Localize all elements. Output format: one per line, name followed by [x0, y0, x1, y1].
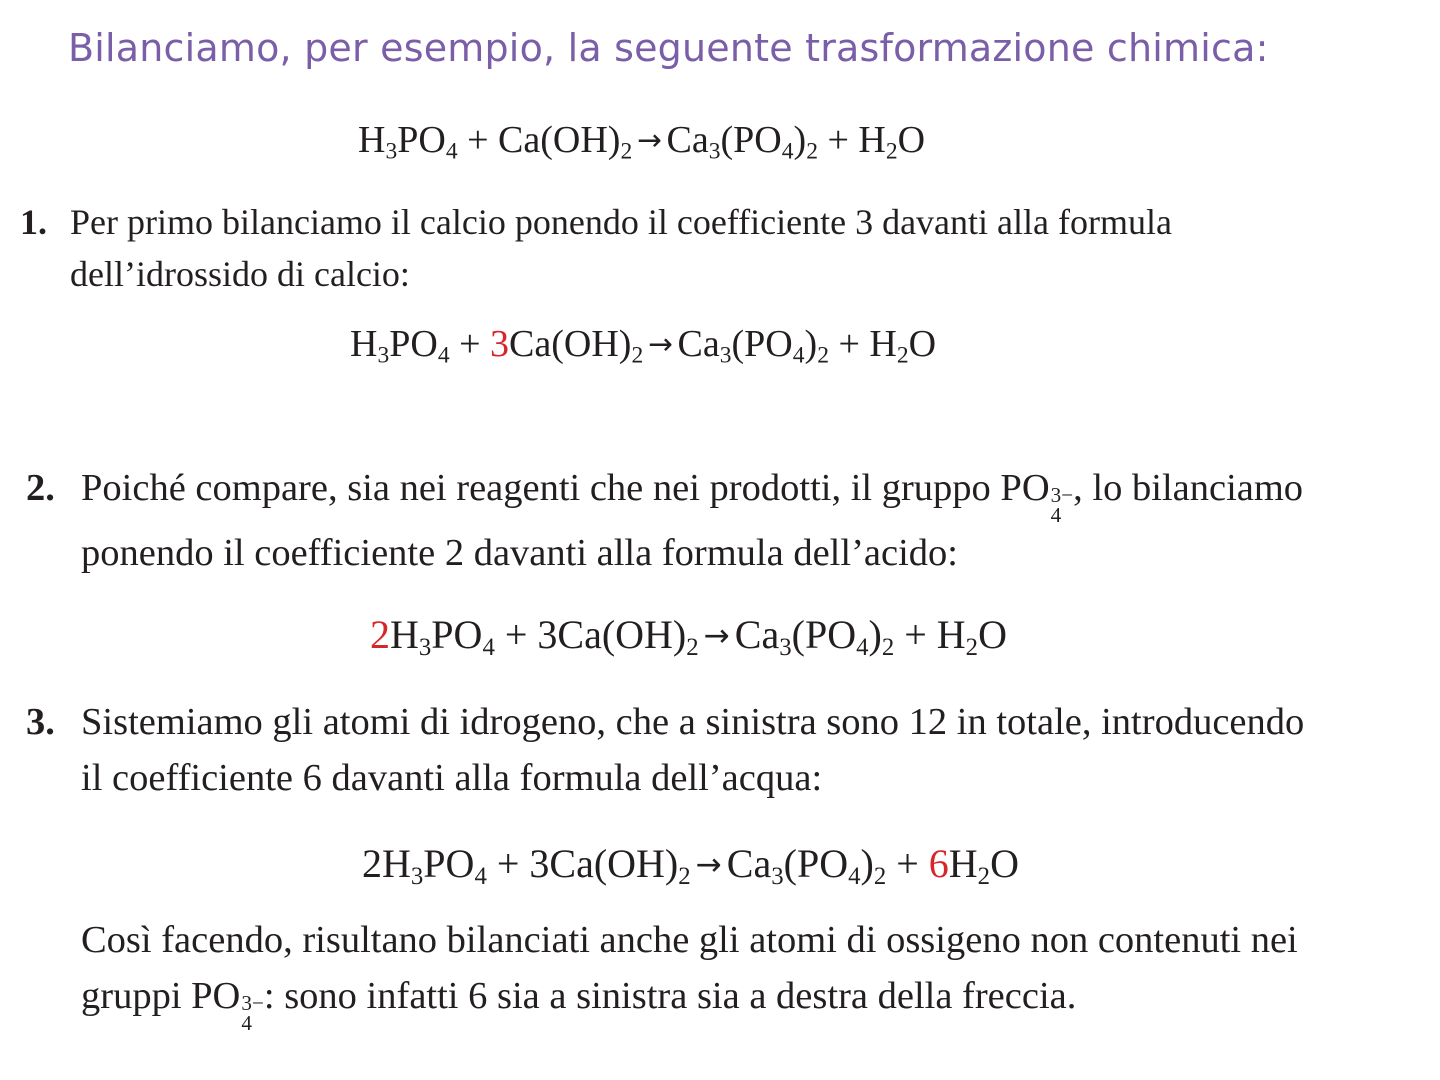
- plus-sign: +: [904, 612, 927, 657]
- conclusion-line: gruppi PO 3− 4 : sono infatti 6 sia a sinistra sia a destra della freccia.: [81, 975, 1077, 1035]
- plus-sign: +: [496, 841, 520, 886]
- coefficient-red: 3: [490, 323, 510, 365]
- step-text-line: il coefficiente 6 davanti alla formula dell’acqua:: [81, 757, 823, 799]
- plus-sign: +: [827, 119, 849, 161]
- equation-step-2: [370, 611, 1007, 661]
- h2o: $H_2O$: [869, 323, 937, 369]
- step-text-line: Sistemiamo gli atomi di idrogeno, che a sinistra sono 12 in totale, introducendo: [81, 701, 1305, 743]
- plus-sign: +: [467, 119, 489, 161]
- coefficient-red: 6: [928, 841, 949, 886]
- phosphate-ion-charge: 3− 4: [241, 990, 264, 1035]
- reaction-arrow: →: [695, 847, 722, 884]
- step-3: [26, 694, 1304, 806]
- h3po4: $H_3PO_4$: [350, 323, 450, 369]
- step-text-line: Poiché compare, sia nei reagenti che nei prodotti, il gruppo PO 3− 4 , lo bilanciamo: [81, 467, 1304, 527]
- plus-sign: +: [459, 323, 481, 365]
- h2o: $6H_2O$: [928, 841, 1019, 890]
- equation-unbalanced: [358, 118, 926, 165]
- h3po4: $2H_3PO_4$: [362, 841, 487, 890]
- reaction-arrow: →: [703, 618, 730, 655]
- plus-sign: +: [838, 323, 860, 365]
- h3po4: $H_3PO_4$: [358, 119, 458, 165]
- equation-step-3: [362, 840, 1019, 890]
- step-1: [20, 196, 1172, 300]
- caoh2: $Ca(OH)_2$: [498, 119, 633, 165]
- h2o: $H_2O$: [858, 119, 926, 165]
- caoh2: $3Ca(OH)_2$: [529, 841, 691, 890]
- ca3po42: $Ca_3(PO_4)_2$: [666, 119, 818, 165]
- reaction-arrow: →: [647, 326, 673, 362]
- slide-title: Bilanciamo, per esempio, la seguente trasformazione chimica:: [68, 26, 1269, 70]
- h3po4: $2H_3PO_4$: [370, 612, 495, 661]
- phosphate-ion-charge: 3− 4: [1050, 482, 1074, 527]
- ca3po42: $Ca_3(PO_4)_2$: [734, 612, 895, 661]
- step-number: 2.: [26, 467, 55, 509]
- reaction-arrow: →: [636, 122, 662, 158]
- step-text-line: dell’idrossido di calcio:: [70, 254, 410, 294]
- ca3po42: $Ca_3(PO_4)_2$: [677, 323, 829, 369]
- step-2: [26, 460, 1303, 581]
- plus-sign: +: [896, 841, 919, 886]
- conclusion: [81, 912, 1298, 1033]
- step-number: 1.: [20, 202, 47, 242]
- plus-sign: +: [504, 612, 528, 657]
- h2o: $H_2O$: [936, 612, 1007, 661]
- conclusion-line: Così facendo, risultano bilanciati anche gli atomi di ossigeno non contenuti nei: [81, 919, 1298, 961]
- caoh2: $3Ca(OH)_2$: [537, 612, 699, 661]
- ca3po42: $Ca_3(PO_4)_2$: [726, 841, 887, 890]
- caoh2: $3Ca(OH)_2$: [490, 323, 644, 369]
- coefficient-red: 2: [370, 612, 390, 657]
- step-number: 3.: [26, 701, 55, 743]
- step-text-line: Per primo bilanciamo il calcio ponendo il coefficiente 3 davanti alla formula: [70, 202, 1172, 242]
- step-text-line: ponendo il coefficiente 2 davanti alla formula dell’acido:: [81, 531, 958, 574]
- equation-step-1: [350, 322, 937, 369]
